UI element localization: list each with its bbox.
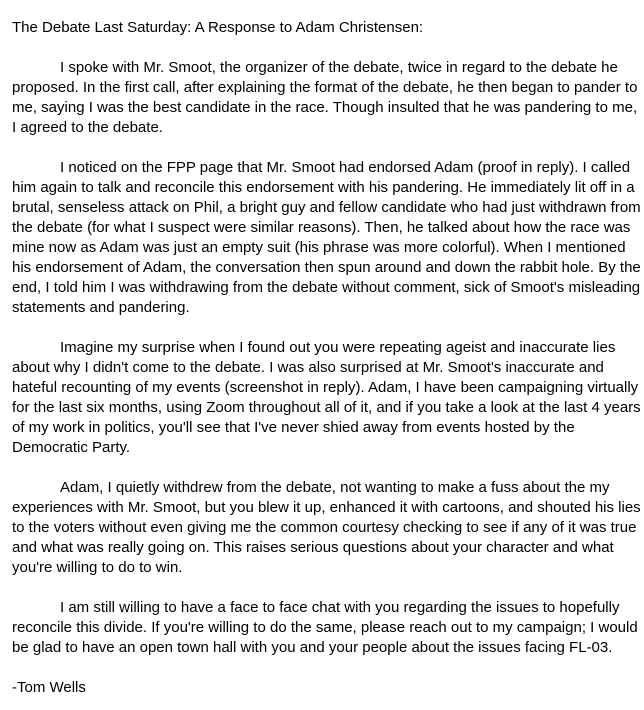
paragraph-2: I noticed on the FPP page that Mr. Smoot had endorsed Adam (proof in reply). I called him again to talk and reconcile this endorsement with his pandering. He immediately lit off in a brutal, senseless attack on Phil, a bright guy and fellow candidate who had just withdrawn from the debate (for what I suspect were similar reasons). Then, he talked about how the race was mine now as Adam was just an empty suit (his phrase was more colorful). When I mentioned his endorsement of Adam, the conversation then spun around and down the rabbit hole. By the end, I told him I was withdrawing from the debate without comment, sick of Smoot's misleading statements and pandering. bbox=[12, 159, 641, 316]
paragraph-4: Adam, I quietly withdrew from the debate, not wanting to make a fuss about the my experiences with Mr. Smoot, but you blew it up, enhanced it with cartoons, and shouted his lies to the voters without even giving me the common courtesy checking to see if any of it was true and what was really going on. This raises serious questions about your character and what you're willing to do to win. bbox=[12, 479, 641, 576]
signature: -Tom Wells bbox=[12, 679, 86, 696]
letter-title: The Debate Last Saturday: A Response to Adam Christensen: bbox=[12, 19, 424, 36]
paragraph-5: I am still willing to have a face to face chat with you regarding the issues to hopefully reconcile this divide. If you're willing to do the same, please reach out to my campaign; I would be glad to have an open town hall with you and your people about the issues facing FL-03. bbox=[12, 599, 638, 656]
paragraph-1: I spoke with Mr. Smoot, the organizer of the debate, twice in regard to the debate he proposed. In the first call, after explaining the format of the debate, he then began to pander to me, saying I was the best candidate in the race. Though insulted that he was pandering to me, I agreed to the debate. bbox=[12, 59, 638, 136]
paragraph-3: Imagine my surprise when I found out you were repeating ageist and inaccurate lies about why I didn't come to the debate. I was also surprised at Mr. Smoot's inaccurate and hateful recounting of my events (screenshot in reply). Adam, I have been campaigning virtually for the last six months, using Zoom throughout all of it, and if you take a look at the last 4 years of my work in politics, you'll see that I've never shied away from events hosted by the Democratic Party. bbox=[12, 339, 641, 456]
